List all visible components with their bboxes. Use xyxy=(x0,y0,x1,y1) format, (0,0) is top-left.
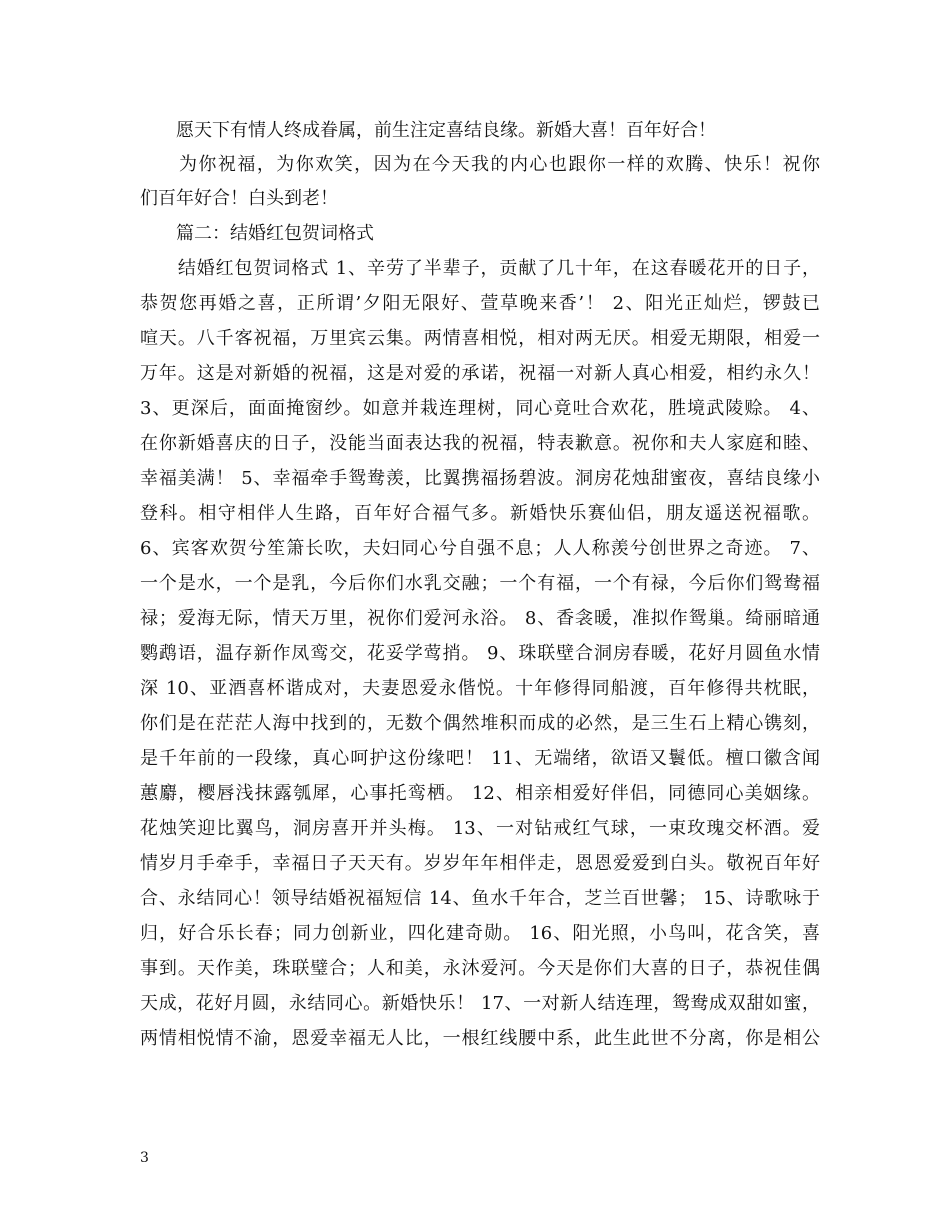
text-line: 在你新婚喜庆的日子，没能当面表达我的祝福，特表歉意。祝你和夫人家庭和睦、 xyxy=(140,433,820,454)
text-line: 事到。天作美，珠联璧合；人和美，永沐爱河。今天是你们大喜的日子，恭祝佳偶 xyxy=(140,958,820,979)
page-number: 3 xyxy=(140,1150,149,1166)
text-line: 两情相悦情不渝，恩爱幸福无人比，一根红线腰中系，此生此世不分离，你是相公 xyxy=(140,1028,820,1049)
text-line: 6、宾客欢贺兮笙箫长吹，夫妇同心兮自强不息；人人称羡兮创世界之奇迹。 7、 xyxy=(140,538,820,559)
text-line: 结婚红包贺词格式 1、辛劳了半辈子，贡献了几十年，在这春暖花开的日子， xyxy=(140,258,820,279)
text-line: 登科。相守相伴人生路，百年好合福气多。新婚快乐赛仙侣，朋友遥送祝福歌。 xyxy=(140,503,820,524)
text-line: 归，好合乐长春；同力创新业，四化建奇勋。 16、阳光照，小鸟叫，花含笑，喜 xyxy=(140,923,820,944)
section-heading: 篇二：结婚红包贺词格式 xyxy=(140,223,374,244)
text-line: 喧天。八千客祝福，万里宾云集。两情喜相悦，相对两无厌。相爱无期限，相爱一 xyxy=(140,328,820,349)
text-line: 蕙麝，樱唇浅抹露瓠犀，心事托鸾栖。 12、相亲相爱好伴侣，同德同心美姻缘。 xyxy=(140,783,820,804)
text-line: 天成，花好月圆，永结同心。新婚快乐！ 17、一对新人结连理，鸳鸯成双甜如蜜， xyxy=(140,993,820,1014)
text-line: 深 10、亚酒喜杯谐成对，夫妻恩爱永偕悦。十年修得同船渡，百年修得共枕眠， xyxy=(140,678,820,699)
text-line: 鹦鹉语，温存新作凤鸾交，花妥学莺捎。 9、珠联壁合洞房春暖，花好月圆鱼水情 xyxy=(140,643,820,664)
text-line: 花烛笑迎比翼鸟，洞房喜开并头梅。 13、一对钻戒红气球，一束玫瑰交杯酒。爱 xyxy=(140,818,820,839)
text-line: 幸福美满！ 5、幸福牵手鸳鸯羡，比翼携福扬碧波。洞房花烛甜蜜夜，喜结良缘小 xyxy=(140,468,820,489)
text-line: 3、更深后，面面掩窗纱。如意并栽连理树，同心竟吐合欢花，胜境武陵赊。 4、 xyxy=(140,398,820,419)
text-line: 是千年前的一段缘，真心呵护这份缘吧！ 11、无端绪，欲语又鬟低。檀口徽含闻 xyxy=(140,748,820,769)
text-line: 为你祝福，为你欢笑，因为在今天我的内心也跟你一样的欢腾、快乐！祝你 xyxy=(140,154,820,175)
text-line: 恭贺您再婚之喜，正所谓’夕阳无限好、萱草晚来香’！ 2、阳光正灿烂，锣鼓已 xyxy=(140,293,820,314)
text-line: 一个是水，一个是乳，今后你们水乳交融；一个有福，一个有禄，今后你们鸳鸯福 xyxy=(140,573,820,594)
text-line: 愿天下有情人终成眷属，前生注定喜结良缘。新婚大喜！百年好合！ xyxy=(140,120,716,141)
text-line: 万年。这是对新婚的祝福，这是对爱的承诺，祝福一对新人真心相爱，相约永久！ xyxy=(140,363,820,384)
text-line: 情岁月手牵手，幸福日子天天有。岁岁年年相伴走，恩恩爱爱到白头。敬祝百年好 xyxy=(140,853,820,874)
text-line: 们百年好合！白头到老！ xyxy=(140,188,338,209)
text-line: 合、永结同心！领导结婚祝福短信 14、鱼水千年合，芝兰百世馨； 15、诗歌咏于 xyxy=(140,888,820,909)
text-line: 你们是在茫茫人海中找到的，无数个偶然堆积而成的必然，是三生石上精心镌刻， xyxy=(140,713,820,734)
text-line: 禄；爱海无际，情天万里，祝你们爱河永浴。 8、香衾暖，准拟作鸳巢。绮丽暗通 xyxy=(140,608,820,629)
